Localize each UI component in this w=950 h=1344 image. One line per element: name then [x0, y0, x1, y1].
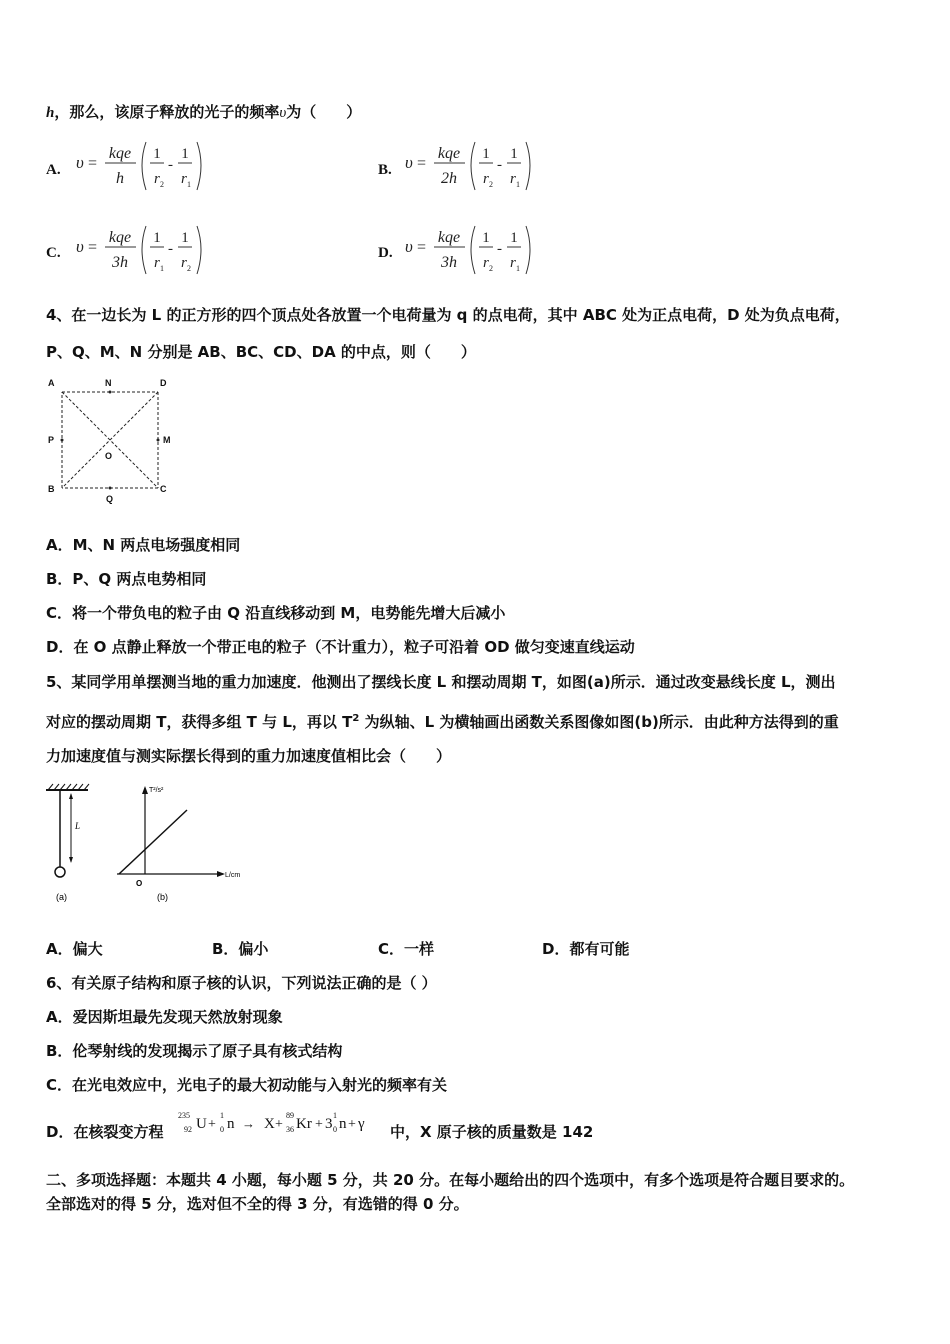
q4-stem-line1: 4、在一边长为 L 的正方形的四个顶点处各放置一个电荷量为 q 的点电荷，其中 ABC 处为正点电荷，D 处为负点电荷， [46, 306, 850, 324]
section2-heading-line2: 全部选对的得 5 分，选对但不全的得 3 分，有选错的得 0 分。 [46, 1195, 469, 1213]
eq-plus4: + [348, 1117, 356, 1132]
inner-numerator-2: 1 [510, 230, 518, 246]
inner-r-1: r [154, 171, 160, 187]
q4-option-a: A．M、N 两点电场强度相同 [46, 536, 241, 554]
frac-denominator: h [116, 170, 124, 187]
minus-sign: - [497, 157, 502, 173]
right-paren [197, 142, 201, 190]
q5-option-c: C．一样 [378, 940, 435, 958]
eq-n1-z: 0 [220, 1125, 224, 1134]
inner-r-2: r [181, 171, 187, 187]
q3-formula-3 [405, 222, 545, 280]
q3-stem [46, 102, 361, 123]
inner-r-2: r [510, 255, 516, 271]
eq-kr-mass: 89 [286, 1111, 294, 1120]
inner-numerator-2: 1 [181, 230, 189, 246]
nu-symbol: υ [405, 153, 413, 172]
inner-r-1-sub: 2 [489, 180, 493, 189]
eq-u-z: 92 [184, 1125, 192, 1134]
inner-r-1: r [154, 255, 160, 271]
equals-sign: = [88, 155, 98, 172]
eq-plus2: + [275, 1117, 283, 1132]
minus-sign: - [168, 241, 173, 257]
right-paren [526, 226, 530, 274]
q3-formula-2 [76, 222, 216, 280]
q5-pendulum-figure [40, 782, 100, 907]
inner-r-1: r [483, 255, 489, 271]
inner-numerator-1: 1 [153, 230, 161, 246]
q5-fig-b-origin: O [136, 879, 143, 888]
q6-option-c: C．在光电效应中，光电子的最大初动能与入射光的频率有关 [46, 1076, 448, 1094]
inner-r-2: r [510, 171, 516, 187]
q3-formula-0 [76, 138, 216, 196]
inner-numerator-2: 1 [510, 146, 518, 162]
eq-n1: n [227, 1116, 235, 1132]
q5-fig-a-caption: (a) [56, 892, 67, 902]
nu-symbol: υ [76, 237, 84, 256]
q4-label-q: Q [106, 494, 114, 504]
q5-stem-line3: 力加速度值与测实际摆长得到的重力加速度值相比会（ ） [46, 747, 452, 765]
q3-option-label-3: D. [378, 245, 393, 261]
q4-square-figure [44, 374, 184, 506]
eq-u-mass: 235 [178, 1111, 190, 1120]
q3-option-label-0: A. [46, 162, 61, 178]
q5-fig-b-caption: (b) [157, 892, 168, 902]
frac-denominator: 3h [112, 254, 128, 271]
frac-denominator: 3h [441, 254, 457, 271]
q6-stem: 6、有关原子结构和原子核的认识，下列说法正确的是（ ） [46, 974, 437, 992]
inner-r-1-sub: 2 [489, 264, 493, 273]
q4-option-d: D．在 O 点静止释放一个带正电的粒子（不计重力），粒子可沿着 OD 做匀变速直线运动 [46, 638, 635, 656]
inner-r-2: r [181, 255, 187, 271]
q5-stem-line2 [46, 709, 839, 732]
nu-symbol: υ [405, 237, 413, 256]
left-paren [142, 226, 146, 274]
eq-u: U [196, 1116, 207, 1132]
q5-stem-line2-a: 对应的摆动周期 T，获得多组 T 与 L，再以 T [46, 713, 353, 731]
inner-r-2-sub: 1 [516, 264, 520, 273]
eq-n2: n [339, 1116, 347, 1132]
inner-r-1-sub: 2 [160, 180, 164, 189]
q6-fission-equation [176, 1106, 390, 1140]
q5-fig-b-xlabel: L/cm [225, 872, 241, 879]
eq-arrow: → [242, 1116, 255, 1131]
q4-label-o: O [105, 451, 113, 461]
q3-stem-nu: υ [279, 105, 287, 121]
inner-r-2-sub: 1 [187, 180, 191, 189]
q5-stem-line2-sup: 2 [352, 713, 360, 724]
inner-r-1-sub: 1 [160, 264, 164, 273]
eq-plus3: + [315, 1117, 323, 1132]
inner-numerator-2: 1 [181, 146, 189, 162]
q6-option-d-post: 中，X 原子核的质量数是 142 [390, 1123, 594, 1141]
q5-stem-line2-b: 为纵轴、L 为横轴画出函数关系图像如图(b)所示．由此种方法得到的重 [359, 713, 839, 731]
q6-option-b: B．伦琴射线的发现揭示了原子具有核式结构 [46, 1042, 343, 1060]
right-paren [197, 226, 201, 274]
inner-numerator-1: 1 [153, 146, 161, 162]
inner-numerator-1: 1 [482, 146, 490, 162]
q4-label-d: D [160, 378, 167, 388]
inner-r-1: r [483, 171, 489, 187]
q4-option-b: B．P、Q 两点电势相同 [46, 570, 207, 588]
left-paren [142, 142, 146, 190]
right-paren [526, 142, 530, 190]
q3-option-label-1: B. [378, 162, 392, 178]
q3-stem-text: ，那么，该原子释放的光子的频率 [54, 103, 280, 121]
q6-option-a: A．爱因斯坦最先发现天然放射现象 [46, 1008, 283, 1026]
eq-n2-z: 0 [333, 1125, 337, 1134]
q4-stem-line2: P、Q、M、N 分别是 AB、BC、CD、DA 的中点，则（ ） [46, 343, 476, 361]
frac-denominator: 2h [441, 170, 457, 187]
eq-plus1: + [208, 1117, 216, 1132]
equals-sign: = [417, 239, 427, 256]
q5-option-a: A．偏大 [46, 940, 103, 958]
frac-numerator: kqe [108, 145, 132, 162]
equals-sign: = [88, 239, 98, 256]
eq-n2-mass: 1 [333, 1111, 337, 1120]
equals-sign: = [417, 155, 427, 172]
frac-numerator: kqe [437, 229, 461, 246]
q3-formula-1 [405, 138, 545, 196]
minus-sign: - [497, 241, 502, 257]
q4-label-n: N [105, 378, 112, 388]
q5-fig-a-label: L [75, 821, 81, 831]
eq-kr: Kr [296, 1116, 312, 1132]
frac-numerator: kqe [437, 145, 461, 162]
q6-option-d-pre: D．在核裂变方程 [46, 1123, 164, 1141]
section2-heading-line1: 二、多项选择题：本题共 4 小题，每小题 5 分，共 20 分。在每小题给出的四个选项中，有多个选项是符合题目要求的。 [46, 1171, 855, 1189]
q4-label-m: M [163, 435, 171, 445]
q3-option-label-2: C. [46, 245, 61, 261]
q4-label-a: A [48, 378, 55, 388]
q5-option-b: B．偏小 [212, 940, 269, 958]
q5-stem-line1: 5、某同学用单摆测当地的重力加速度．他测出了摆线长度 L 和摆动周期 T，如图(a)所示．通过改变悬线长度 L，测出 [46, 673, 836, 691]
inner-numerator-1: 1 [482, 230, 490, 246]
q4-label-p: P [48, 435, 55, 445]
q5-graph-figure [105, 782, 255, 907]
q5-fig-b-ylabel: T²/s² [149, 787, 164, 794]
eq-three: 3 [325, 1116, 333, 1132]
q3-stem-h: h [46, 105, 55, 121]
q4-label-c: C [160, 484, 167, 494]
left-paren [471, 142, 475, 190]
eq-x: X [264, 1116, 275, 1132]
frac-numerator: kqe [108, 229, 132, 246]
q3-stem-tail: 为（ ） [286, 103, 362, 121]
eq-kr-z: 36 [286, 1125, 294, 1134]
inner-r-2-sub: 1 [516, 180, 520, 189]
inner-r-2-sub: 2 [187, 264, 191, 273]
nu-symbol: υ [76, 153, 84, 172]
q4-option-c: C．将一个带负电的粒子由 Q 沿直线移动到 M，电势能先增大后减小 [46, 604, 506, 622]
left-paren [471, 226, 475, 274]
eq-n1-mass: 1 [220, 1111, 224, 1120]
q5-option-d: D．都有可能 [542, 940, 630, 958]
q4-label-b: B [48, 484, 55, 494]
eq-gamma: γ [358, 1116, 365, 1132]
minus-sign: - [168, 157, 173, 173]
